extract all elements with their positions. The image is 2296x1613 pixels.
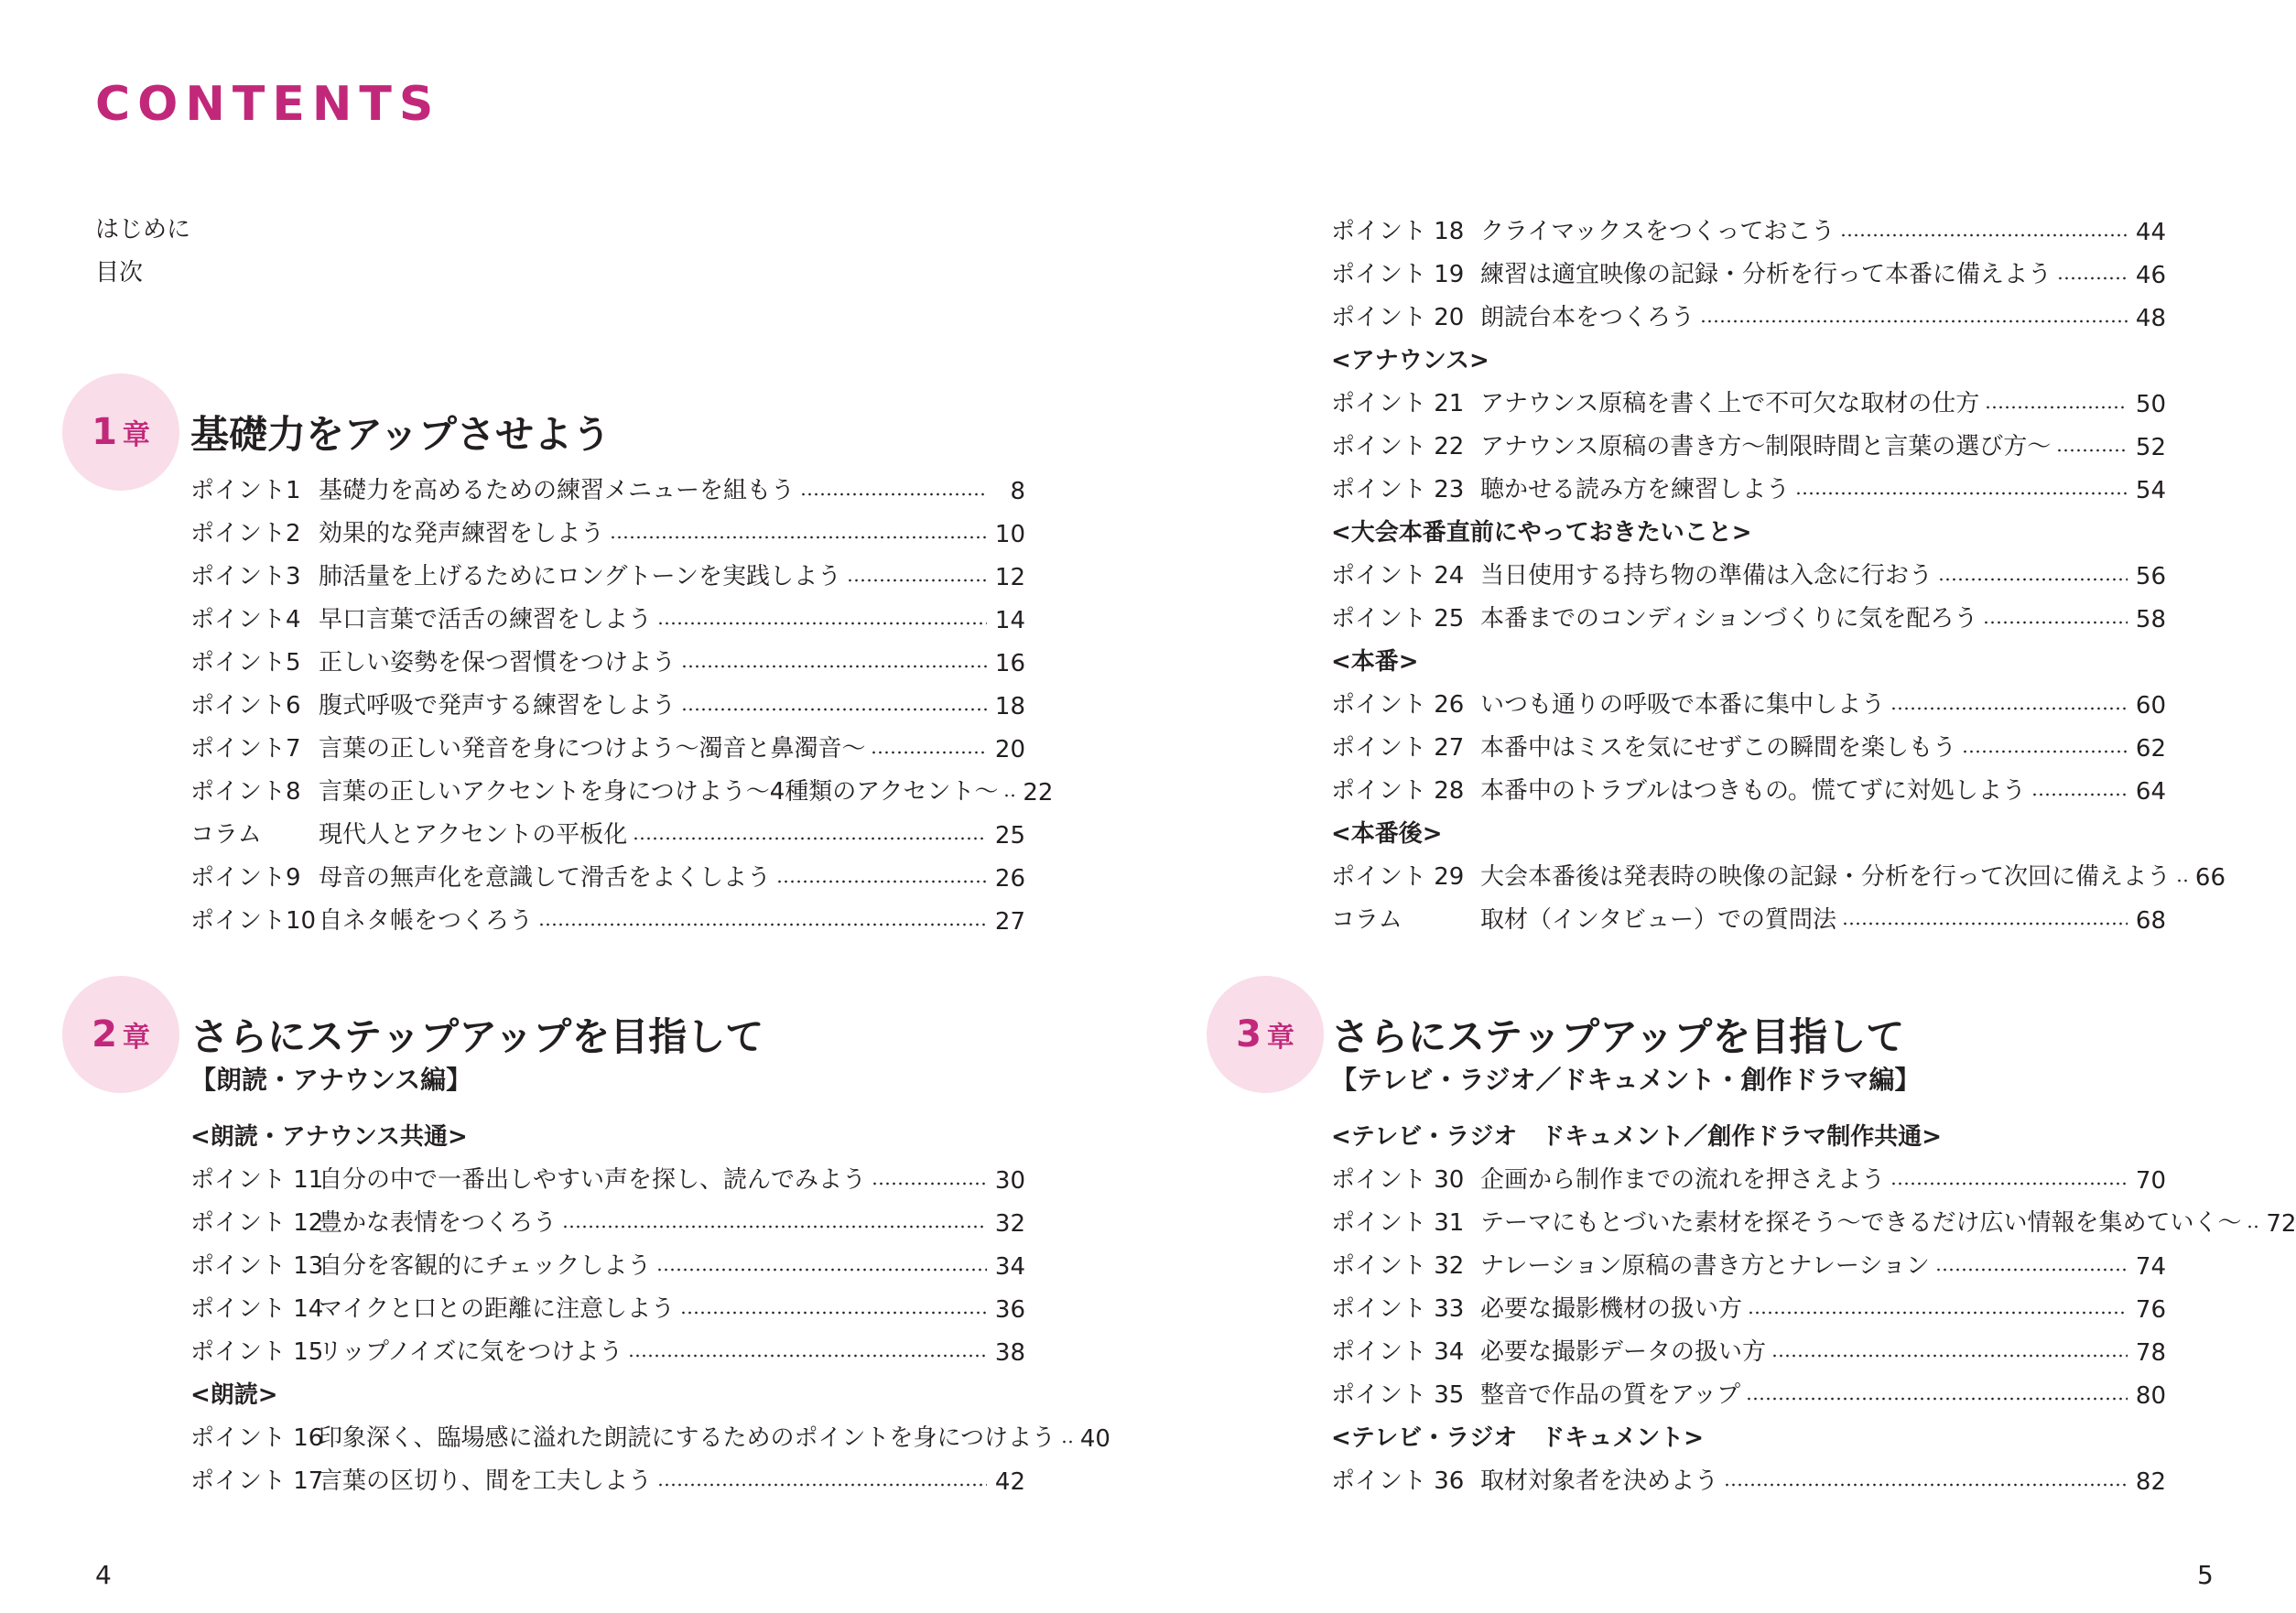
dot-leader <box>1746 1396 2128 1402</box>
toc-entry <box>1331 720 2166 763</box>
chapter-3-badge <box>1207 976 1324 1093</box>
chapter-2-toc-continued <box>1331 203 2226 935</box>
dot-leader <box>872 1181 987 1186</box>
toc-entry-page: 72 <box>2266 1210 2296 1238</box>
toc-entry-label: ポイント 17 <box>190 1467 324 1495</box>
dot-leader <box>633 836 987 841</box>
chapter-2-badge <box>62 976 179 1093</box>
toc-entry-page: 20 <box>994 736 1025 763</box>
toc-entry <box>1331 590 2166 633</box>
toc-entry-title: 言葉の正しい発音を身につけよう〜濁音と鼻濁音〜 <box>319 735 866 763</box>
dot-leader <box>2057 276 2128 281</box>
dot-leader <box>610 535 987 540</box>
dot-leader <box>1003 793 1014 798</box>
toc-section-label: <朗読> <box>190 1381 278 1409</box>
toc-entry <box>190 591 1025 634</box>
toc-entry <box>190 1324 1025 1367</box>
toc-entry-page: 8 <box>1010 478 1025 505</box>
toc-entry-title: 自ネタ帳をつくろう <box>319 907 534 935</box>
chapter-3-heading: さらにステップアップを目指して <box>1331 1014 1905 1059</box>
chapter-suffix: 章 <box>122 1022 150 1054</box>
dot-leader <box>1985 405 2128 410</box>
toc-entry-label: ポイント7 <box>190 735 301 763</box>
toc-entry-title: 言葉の区切り、間を工夫しよう <box>319 1467 653 1495</box>
toc-section-header <box>1331 1410 2166 1453</box>
toc-entry <box>190 1195 1025 1238</box>
toc-entry <box>1331 246 2166 289</box>
toc-entry <box>190 1238 1025 1281</box>
toc-entry-page: 10 <box>994 521 1025 548</box>
toc-entry-label: ポイント4 <box>190 606 301 633</box>
toc-entry-page: 50 <box>2135 391 2166 418</box>
toc-entry-page: 56 <box>2135 563 2166 590</box>
toc-entry-title: リップノイズに気をつけよう <box>319 1338 623 1366</box>
toc-entry-title: クライマックスをつくっておこう <box>1480 218 1836 245</box>
toc-entry-label: ポイント 26 <box>1331 691 1465 719</box>
toc-entry <box>190 1281 1025 1324</box>
chapter-number: 2 <box>92 1013 117 1055</box>
toc-entry-page: 48 <box>2135 305 2166 332</box>
toc-entry <box>190 505 1025 548</box>
toc-section-header <box>1331 633 2166 677</box>
toc-entry <box>190 850 1025 893</box>
toc-entry <box>1331 1281 2166 1324</box>
toc-entry <box>1331 289 2166 332</box>
toc-entry <box>1331 677 2166 720</box>
toc-entry-page: 44 <box>2135 219 2166 246</box>
toc-entry-page: 70 <box>2135 1167 2166 1195</box>
toc-entry <box>190 893 1025 936</box>
toc-section-label: <アナウンス> <box>1331 347 1489 374</box>
toc-entry-label: ポイント6 <box>190 692 301 720</box>
toc-section-label: <本番後> <box>1331 820 1443 848</box>
dot-leader <box>1795 491 2128 496</box>
toc-entry-page: 66 <box>2194 864 2226 892</box>
toc-entry-label: ポイント10 <box>190 907 317 935</box>
toc-section-label: <テレビ・ラジオ ドキュメント／創作ドラマ制作共通> <box>1331 1123 1943 1151</box>
dot-leader <box>680 1310 987 1315</box>
toc-entry-page: 82 <box>2135 1468 2166 1496</box>
toc-entry-title: 本番までのコンディションづくりに気を配ろう <box>1480 605 1978 633</box>
toc-section-header <box>1331 1109 2166 1152</box>
toc-entry-label: ポイント 31 <box>1331 1209 1465 1237</box>
toc-entry-title: いつも通りの呼吸で本番に集中しよう <box>1480 691 1886 719</box>
toc-entry-title: 取材対象者を決めよう <box>1480 1467 1719 1495</box>
toc-entry <box>1331 418 2166 461</box>
toc-entry-title: 早口言葉で活舌の練習をしよう <box>319 606 653 633</box>
toc-entry-title: 基礎力を高めるための練習メニューを組もう <box>319 477 796 504</box>
toc-entry-page: 74 <box>2135 1253 2166 1281</box>
dot-leader <box>1771 1353 2128 1359</box>
toc-section-label: <本番> <box>1331 648 1419 676</box>
toc-entry <box>1331 461 2166 504</box>
toc-entry <box>190 806 1025 850</box>
chapter-2-toc <box>190 1109 1110 1496</box>
toc-entry-label: ポイント 15 <box>190 1338 324 1366</box>
toc-entry-label: ポイント 11 <box>190 1166 324 1194</box>
toc-entry-page: 80 <box>2135 1382 2166 1410</box>
toc-entry <box>1331 892 2166 935</box>
toc-entry-page: 14 <box>994 607 1025 634</box>
toc-entry-page: 64 <box>2135 778 2166 806</box>
toc-entry-label: ポイント1 <box>190 477 301 504</box>
toc-entry-page: 40 <box>1079 1425 1110 1453</box>
dot-leader <box>1724 1482 2128 1488</box>
toc-entry-title: 効果的な発声練習をしよう <box>319 520 605 547</box>
toc-entry <box>190 720 1025 763</box>
dot-leader <box>1890 706 2128 711</box>
toc-entry-title: アナウンス原稿を書く上で不可欠な取材の仕方 <box>1480 390 1980 417</box>
toc-entry-label: ポイント 16 <box>190 1424 324 1452</box>
toc-entry-page: 30 <box>994 1167 1025 1195</box>
toc-entry <box>190 1410 1110 1453</box>
toc-entry-label: ポイント 35 <box>1331 1381 1465 1409</box>
dot-leader <box>1842 921 2128 926</box>
toc-entry <box>1331 1324 2166 1367</box>
dot-leader <box>1962 749 2128 754</box>
dot-leader <box>1938 577 2128 582</box>
toc-entry-label: コラム <box>190 821 262 849</box>
dot-leader <box>656 1267 987 1272</box>
dot-leader <box>800 492 987 497</box>
toc-entry-label: ポイント 13 <box>190 1252 324 1280</box>
toc-entry-title: 聴かせる読み方を練習しよう <box>1480 476 1791 503</box>
dot-leader <box>847 578 987 583</box>
intro-item: 目次 <box>95 259 144 287</box>
chapter-suffix: 章 <box>122 419 150 451</box>
dot-leader <box>2176 878 2187 883</box>
toc-entry-page: 52 <box>2135 434 2166 461</box>
toc-entry-title: 現代人とアクセントの平板化 <box>319 821 628 849</box>
toc-entry-page: 32 <box>994 1210 1025 1238</box>
toc-entry <box>1331 203 2166 246</box>
toc-entry-title: アナウンス原稿の書き方〜制限時間と言葉の選び方〜 <box>1480 433 2052 460</box>
chapter-1-toc <box>190 462 1054 936</box>
chapter-2-subheading: 【朗読・アナウンス編】 <box>190 1065 472 1095</box>
toc-entry <box>190 634 1025 677</box>
toc-entry <box>190 462 1025 505</box>
toc-entry-title: 腹式呼吸で発声する練習をしよう <box>319 692 677 720</box>
toc-entry-label: ポイント 27 <box>1331 734 1465 762</box>
toc-entry-page: 27 <box>994 908 1025 936</box>
chapter-1-heading: 基礎力をアップさせよう <box>190 412 612 457</box>
chapter-1-badge <box>62 373 179 491</box>
dot-leader <box>538 922 987 927</box>
toc-entry-title: 肺活量を上げるためにロングトーンを実践しよう <box>319 563 841 590</box>
toc-entry-label: ポイント 20 <box>1331 304 1465 331</box>
chapter-number: 3 <box>1236 1013 1262 1055</box>
toc-entry-label: コラム <box>1331 906 1403 934</box>
toc-entry-title: 豊かな表情をつくろう <box>319 1209 558 1237</box>
toc-entry-title: 必要な撮影機材の扱い方 <box>1480 1295 1743 1323</box>
toc-entry-page: 78 <box>2135 1339 2166 1367</box>
chapter-number: 1 <box>92 411 117 453</box>
toc-entry-label: ポイント 18 <box>1331 218 1465 245</box>
toc-entry-title: 母音の無声化を意識して滑舌をよくしよう <box>319 864 772 892</box>
toc-entry-label: ポイント 33 <box>1331 1295 1465 1323</box>
toc-entry-title: 正しい姿勢を保つ習慣をつけよう <box>319 649 677 677</box>
toc-entry-title: 自分を客観的にチェックしよう <box>319 1252 652 1280</box>
toc-entry-label: ポイント 23 <box>1331 476 1465 503</box>
toc-entry-label: ポイント 29 <box>1331 863 1465 891</box>
toc-entry-page: 76 <box>2135 1296 2166 1324</box>
toc-entry-title: マイクと口との距離に注意しよう <box>319 1295 675 1323</box>
toc-entry <box>1331 1238 2166 1281</box>
dot-leader <box>2247 1224 2258 1229</box>
toc-entry-title: 大会本番後は発表時の映像の記録・分析を行って次回に備えよう <box>1480 863 2171 891</box>
toc-entry-page: 36 <box>994 1296 1025 1324</box>
toc-entry-page: 54 <box>2135 477 2166 504</box>
intro-item: はじめに <box>95 216 191 244</box>
dot-leader <box>628 1353 987 1359</box>
toc-entry <box>1331 1195 2296 1238</box>
toc-entry-label: ポイント 28 <box>1331 777 1465 805</box>
toc-entry-title: テーマにもとづいた素材を探そう〜できるだけ広い情報を集めていく〜 <box>1480 1209 2242 1237</box>
toc-entry-title: 取材（インタビュー）での質問法 <box>1480 906 1836 934</box>
toc-entry-label: ポイント3 <box>190 563 301 590</box>
toc-entry-label: ポイント 34 <box>1331 1338 1465 1366</box>
toc-entry-label: ポイント 12 <box>190 1209 324 1237</box>
toc-entry <box>190 1453 1025 1496</box>
dot-leader <box>1935 1267 2128 1272</box>
toc-entry-label: ポイント 36 <box>1331 1467 1465 1495</box>
toc-entry <box>190 763 1054 806</box>
dot-leader <box>657 1482 987 1488</box>
intro-list <box>95 209 190 295</box>
toc-section-header <box>190 1109 1025 1152</box>
dot-leader <box>776 879 987 884</box>
toc-entry-label: ポイント 14 <box>190 1295 324 1323</box>
chapter-3-toc <box>1331 1109 2296 1496</box>
toc-entry-title: 練習は適宜映像の記録・分析を行って本番に備えよう <box>1480 261 2052 288</box>
toc-entry-title: 印象深く、臨場感に溢れた朗読にするためのポイントを身につけよう <box>319 1424 1056 1452</box>
toc-entry-label: ポイント2 <box>190 520 301 547</box>
toc-entry <box>190 548 1025 591</box>
toc-entry <box>1331 763 2166 806</box>
toc-entry-page: 60 <box>2135 692 2166 720</box>
dot-leader <box>1890 1181 2128 1186</box>
toc-entry-page: 38 <box>994 1339 1025 1367</box>
toc-entry-title: 言葉の正しいアクセントを身につけよう〜4種類のアクセント〜 <box>319 778 999 806</box>
toc-entry <box>1331 1453 2166 1496</box>
dot-leader <box>1061 1439 1072 1445</box>
toc-entry-label: ポイント 19 <box>1331 261 1465 288</box>
toc-section-label: <テレビ・ラジオ ドキュメント> <box>1331 1424 1705 1452</box>
toc-entry-page: 18 <box>994 693 1025 720</box>
toc-entry-page: 58 <box>2135 606 2166 633</box>
toc-entry-title: 必要な撮影データの扱い方 <box>1480 1338 1767 1366</box>
dot-leader <box>1748 1310 2128 1315</box>
toc-entry-page: 46 <box>2135 262 2166 289</box>
toc-entry-page: 62 <box>2135 735 2166 763</box>
toc-entry-title: 自分の中で一番出しやすい声を探し、読んでみよう <box>319 1166 867 1194</box>
toc-entry-label: ポイント 32 <box>1331 1252 1465 1280</box>
toc-entry-label: ポイント 30 <box>1331 1166 1465 1194</box>
dot-leader <box>681 707 987 712</box>
chapter-2-heading: さらにステップアップを目指して <box>190 1014 764 1059</box>
toc-entry-label: ポイント8 <box>190 778 301 806</box>
page-number-left: 4 <box>95 1560 112 1590</box>
toc-entry-page: 16 <box>994 650 1025 677</box>
toc-entry-label: ポイント 25 <box>1331 605 1465 633</box>
toc-entry-label: ポイント9 <box>190 864 301 892</box>
dot-leader <box>681 664 987 669</box>
toc-entry-page: 42 <box>994 1468 1025 1496</box>
dot-leader <box>562 1224 987 1229</box>
toc-entry-title: 当日使用する持ち物の準備は入念に行おう <box>1480 562 1933 590</box>
toc-section-header <box>1331 806 2166 849</box>
toc-entry-title: ナレーション原稿の書き方とナレーション <box>1480 1252 1930 1280</box>
toc-entry-page: 22 <box>1023 779 1054 806</box>
dot-leader <box>871 750 987 755</box>
toc-entry <box>1331 375 2166 418</box>
toc-entry-title: 企画から制作までの流れを押さえよう <box>1480 1166 1886 1194</box>
chapter-suffix: 章 <box>1266 1022 1294 1054</box>
toc-entry-page: 68 <box>2135 907 2166 935</box>
toc-entry-title: 本番中はミスを気にせずこの瞬間を楽しもう <box>1480 734 1957 762</box>
toc-entry-title: 整音で作品の質をアップ <box>1480 1381 1741 1409</box>
dot-leader <box>2031 792 2128 797</box>
toc-entry-page: 25 <box>994 822 1025 850</box>
toc-entry <box>190 1152 1025 1195</box>
toc-entry-page: 26 <box>994 865 1025 893</box>
toc-entry <box>1331 547 2166 590</box>
toc-entry-title: 朗読台本をつくろう <box>1480 304 1695 331</box>
toc-entry-page: 12 <box>994 564 1025 591</box>
toc-entry-label: ポイント 22 <box>1331 433 1465 460</box>
toc-entry-label: ポイント5 <box>190 649 301 677</box>
toc-entry-label: ポイント 24 <box>1331 562 1465 590</box>
toc-entry-title: 本番中のトラブルはつきもの。慌てずに対処しよう <box>1480 777 2026 805</box>
page-title: CONTENTS <box>95 77 441 132</box>
toc-entry <box>1331 1152 2166 1195</box>
toc-section-header <box>1331 332 2166 375</box>
page-number-right: 5 <box>2197 1560 2214 1590</box>
toc-entry-page: 34 <box>994 1253 1025 1281</box>
dot-leader <box>657 621 987 626</box>
dot-leader <box>1983 620 2128 625</box>
toc-entry <box>1331 1367 2166 1410</box>
dot-leader <box>1700 319 2128 324</box>
toc-entry <box>1331 849 2226 892</box>
toc-section-label: <大会本番直前にやっておきたいこと> <box>1331 519 1752 547</box>
chapter-3-subheading: 【テレビ・ラジオ／ドキュメント・創作ドラマ編】 <box>1331 1065 1921 1095</box>
toc-section-label: <朗読・アナウンス共通> <box>190 1123 468 1151</box>
dot-leader <box>2056 448 2128 453</box>
dot-leader <box>1840 233 2128 238</box>
toc-entry-label: ポイント 21 <box>1331 390 1465 417</box>
toc-section-header <box>1331 504 2166 547</box>
toc-entry <box>190 677 1025 720</box>
toc-section-header <box>190 1367 1025 1410</box>
